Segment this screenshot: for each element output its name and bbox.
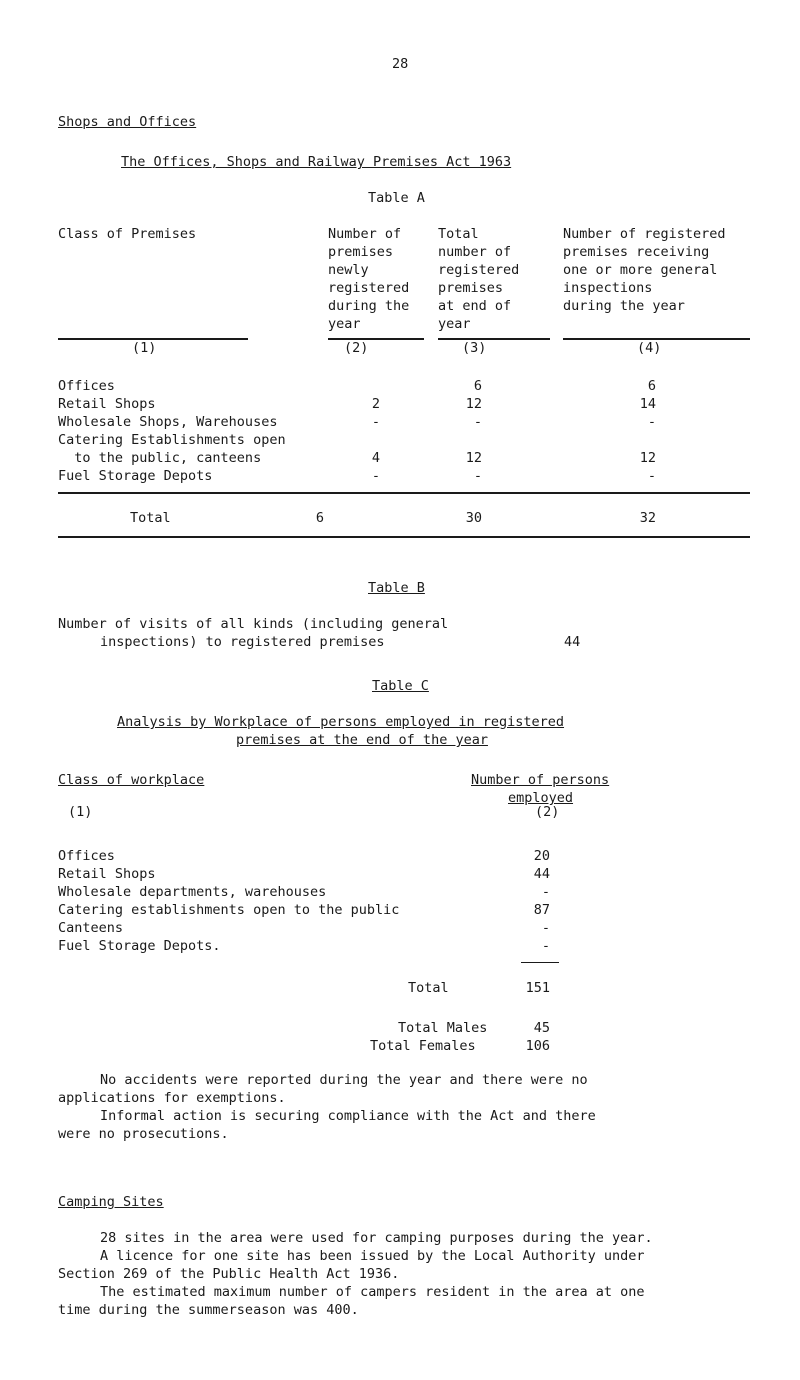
table-c-males-label: Total Males	[398, 1020, 488, 1036]
section-heading: Shops and Offices	[58, 114, 197, 130]
act-title: The Offices, Shops and Railway Premises Act 1963	[121, 154, 512, 170]
table-b-title: Table B	[368, 580, 425, 596]
table-b-line2: inspections) to registered premises	[100, 634, 385, 650]
table-c-females-label: Total Females	[370, 1038, 476, 1054]
table-c-total-rule	[521, 962, 559, 963]
camping-heading: Camping Sites	[58, 1194, 164, 1210]
table-c-col2-header-line1: Number of persons	[471, 772, 610, 788]
table-a-total-rule-bottom	[58, 536, 750, 538]
table-c-subtitle-line1: Analysis by Workplace of persons employed in registered	[117, 714, 565, 730]
table-c-col-number-2: (2)	[535, 804, 560, 820]
col-number-4: (4)	[637, 340, 662, 356]
col2-header-rule	[328, 338, 424, 340]
table-c-total-label: Total	[408, 980, 449, 996]
table-c-females-value: 106	[525, 1038, 550, 1054]
col3-header-rule	[438, 338, 550, 340]
table-c-subtitle-line2: premises at the end of the year	[236, 732, 488, 748]
table-c-col1-header: Class of workplace	[58, 772, 205, 788]
table-c-col-number-1: (1)	[68, 804, 93, 820]
col-number-1: (1)	[132, 340, 157, 356]
table-b-line1: Number of visits of all kinds (including general	[58, 616, 449, 632]
page-number: 28	[392, 56, 409, 72]
table-c-col2-header-line2: employed	[508, 790, 574, 806]
table-a-col1-header: Class of Premises	[58, 226, 197, 242]
table-c-males-value: 45	[533, 1020, 550, 1036]
table-c-total-value: 151	[525, 980, 550, 996]
table-b-value: 44	[564, 634, 581, 650]
table-a-title: Table A	[368, 190, 425, 206]
table-c-title: Table C	[372, 678, 429, 694]
col-number-2: (2)	[344, 340, 369, 356]
table-a-total-rule-top	[58, 492, 750, 494]
col-number-3: (3)	[462, 340, 487, 356]
